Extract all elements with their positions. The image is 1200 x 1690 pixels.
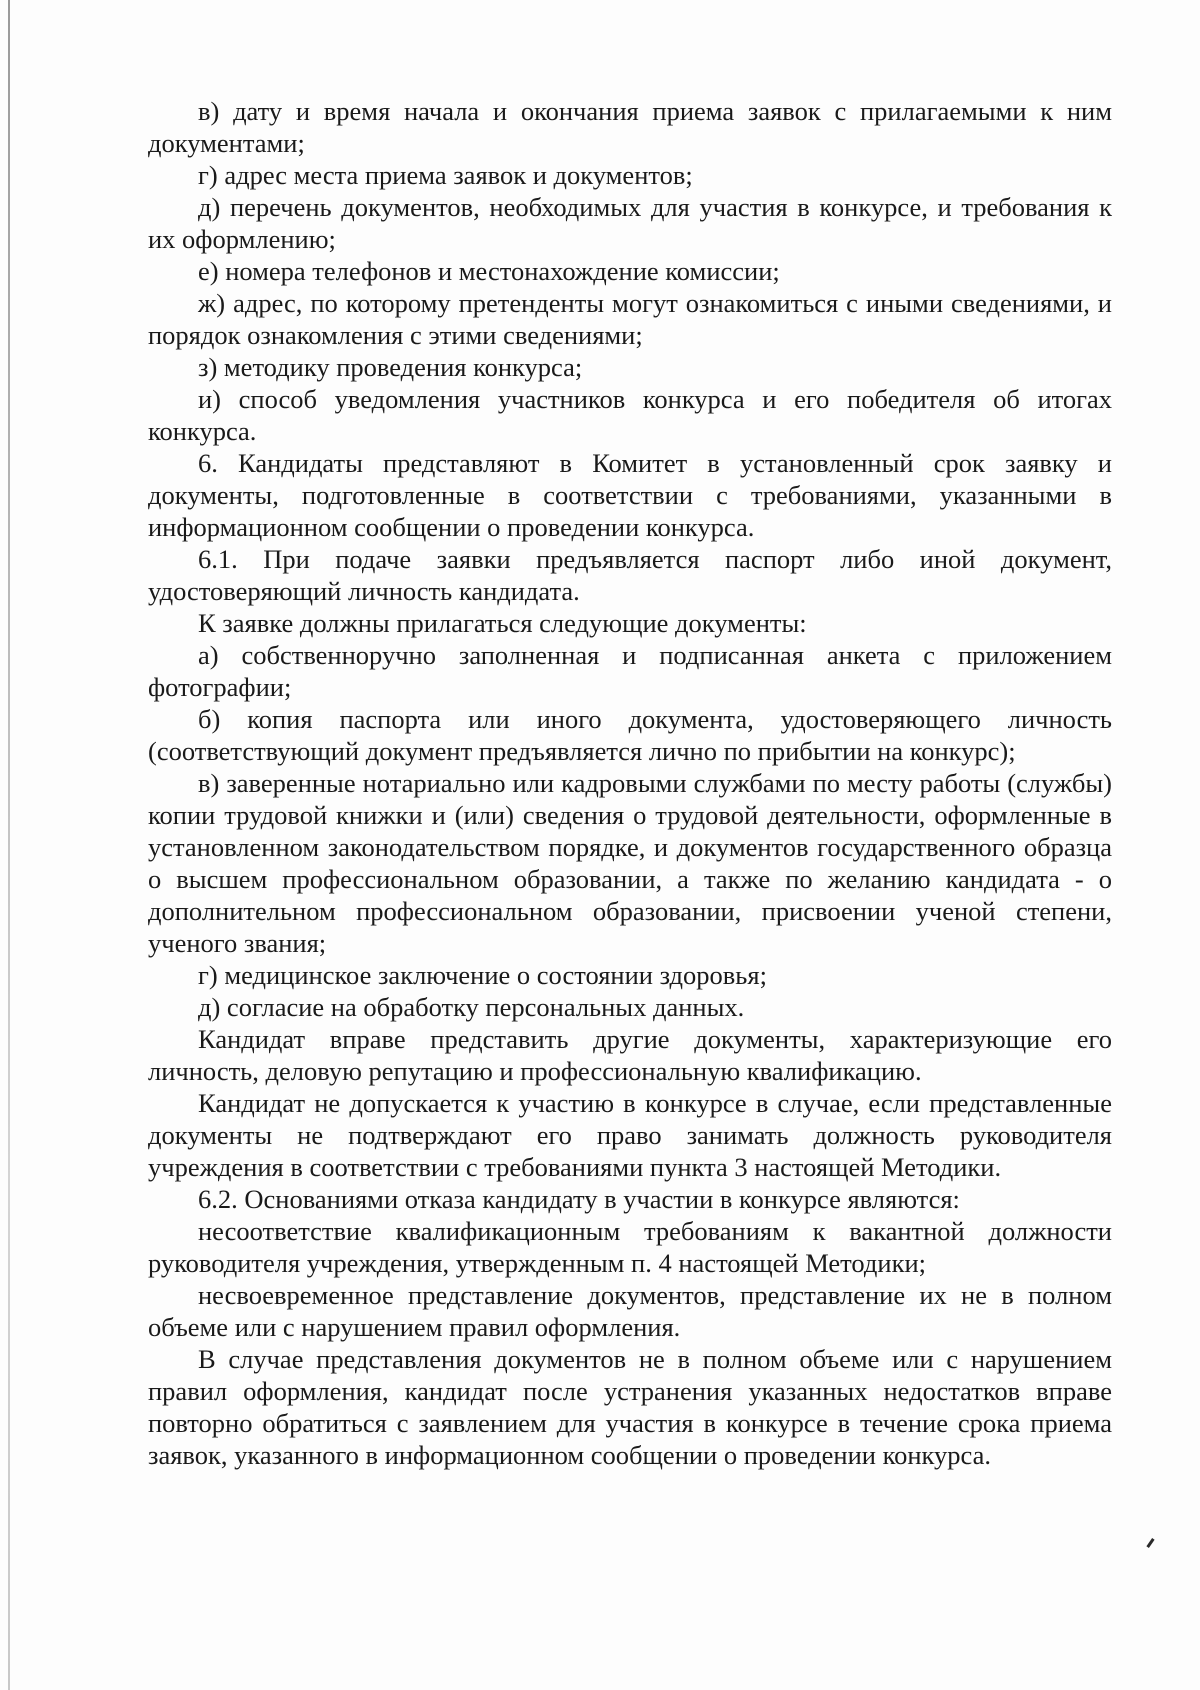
paragraph-item-g: г) адрес места приема заявок и документов; [198,160,693,190]
paragraph-doc-d: д) согласие на обработку персональных данных. [198,992,745,1022]
document-body [148,95,1112,1471]
paragraph-item-i: и) способ уведомления участников конкурса и его победителя об итогах конкурса. [148,384,1112,446]
paragraph-doc-g: г) медицинское заключение о состоянии здоровья; [198,960,767,990]
paragraph-not-admitted: Кандидат не допускается к участию в конкурсе в случае, если представленные документы не подтверждают его право занимать должность руководителя учреждения в соответствии с требованиями пункта 3 настоящей Методики. [148,1088,1112,1182]
scan-mark [1146,1538,1154,1548]
paragraph-section-6: 6. Кандидаты представляют в Комитет в установленный срок заявку и документы, подготовленные в соответствии с требованиями, указанными в информационном сообщении о проведении конкурса. [148,448,1112,542]
scan-edge [8,0,10,1690]
paragraph-section-6-1: 6.1. При подаче заявки предъявляется паспорт либо иной документ, удостоверяющий личность кандидата. [148,544,1112,606]
paragraph-doc-a: а) собственноручно заполненная и подписанная анкета с приложением фотографии; [148,640,1112,702]
paragraph-resubmission: В случае представления документов не в полном объеме или с нарушением правил оформления, кандидат после устранения указанных недостатков вправе повторно обратиться с заявлением для участия в конкурсе в течение срока приема заявок, указанного в информационном сообщении о проведении конкурса. [148,1344,1112,1470]
paragraph-reason-2: несвоевременное представление документов, представление их не в полном объеме или с нарушением правил оформления. [148,1280,1112,1342]
paragraph-item-zh: ж) адрес, по которому претенденты могут ознакомиться с иными сведениями, и порядок ознакомления с этими сведениями; [148,288,1112,350]
paragraph-reason-1: несоответствие квалификационным требованиям к вакантной должности руководителя учреждения, утвержденным п. 4 настоящей Методики; [148,1216,1112,1278]
paragraph-item-z: з) методику проведения конкурса; [198,352,583,382]
paragraph-item-d: д) перечень документов, необходимых для участия в конкурсе, и требования к их оформлению; [148,192,1112,254]
paragraph-doc-b: б) копия паспорта или иного документа, удостоверяющего личность (соответствующий документ предъявляется лично по прибытии на конкурс); [148,704,1112,766]
paragraph-doc-v: в) заверенные нотариально или кадровыми службами по месту работы (службы) копии трудовой книжки и (или) сведения о трудовой деятельности, оформленные в установленном законодательством порядке, и документов государственного образца о высшем профессиональном образовании, а также по желанию кандидата - о дополнительном профессиональном образовании, присвоении ученой степени, ученого звания; [148,768,1112,958]
paragraph-documents-intro: К заявке должны прилагаться следующие документы: [198,608,807,638]
paragraph-other-docs: Кандидат вправе представить другие документы, характеризующие его личность, деловую репутацию и профессиональную квалификацию. [148,1024,1112,1086]
paragraph-section-6-2: 6.2. Основаниями отказа кандидату в участии в конкурсе являются: [198,1184,960,1214]
paragraph-item-e: е) номера телефонов и местонахождение комиссии; [198,256,780,286]
paragraph-item-v: в) дату и время начала и окончания приема заявок с прилагаемыми к ним документами; [148,96,1112,158]
